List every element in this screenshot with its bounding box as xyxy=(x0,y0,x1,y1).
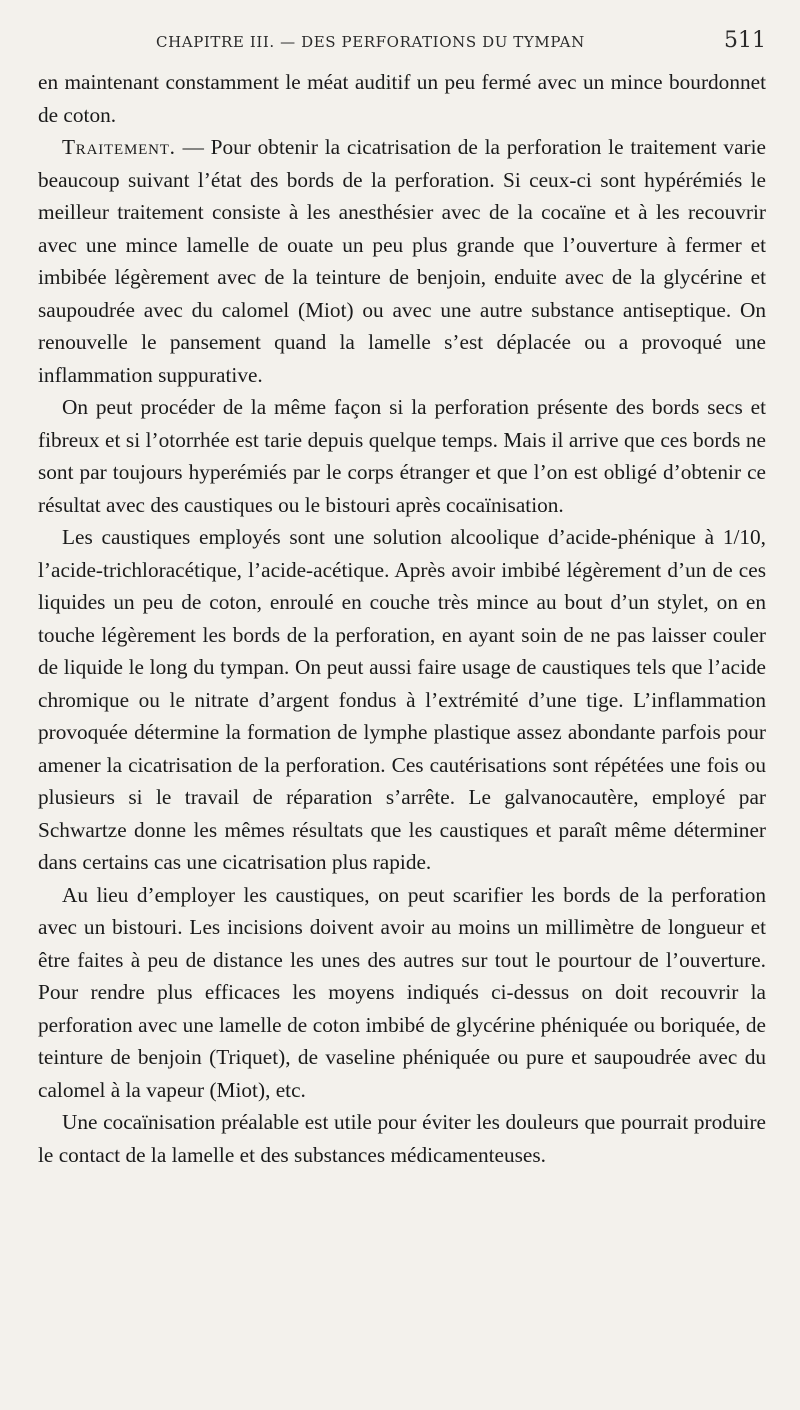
paragraph-scarifier xyxy=(38,879,766,1107)
paragraph-traitement xyxy=(38,131,766,391)
page-body xyxy=(38,66,766,1171)
paragraph-bords-secs xyxy=(38,391,766,521)
paragraph-continuation xyxy=(38,66,766,131)
paragraph-text: On peut procéder de la même façon si la perforation présente des bords secs et fibreux et si l’otorrhée est tarie depuis quelque temps. Mais il arrive que ces bords ne sont par toujours hyperémiés par le corps étranger et que l’on est obligé d’obtenir ce résultat avec des caustiques ou le bistouri après cocaïnisation. xyxy=(38,395,766,517)
paragraph-text: Au lieu d’employer les caustiques, on peut scarifier les bords de la perforation avec un bistouri. Les incisions doivent avoir au moins un millimètre de longueur et être faites à peu de distance les unes des autres sur tout le pourtour de l’ouverture. Pour rendre plus efficaces les moyens indiqués ci-dessus on doit recouvrir la perforation avec une lamelle de coton imbibé de glycérine phéniquée ou boriquée, de teinture de benjoin (Triquet), de vaseline phéniquée ou pure et saupoudrée avec du calomel à la vapeur (Miot), etc. xyxy=(38,882,766,1102)
paragraph-caustiques xyxy=(38,521,766,879)
page-number: 511 xyxy=(724,28,766,53)
running-head: CHAPITRE III. — DES PERFORATIONS DU TYMPAN xyxy=(156,33,585,51)
paragraph-text: Une cocaïnisation préalable est utile pour éviter les douleurs que pourrait produire le contact de la lamelle et des substances médicamenteuses. xyxy=(38,1110,766,1167)
paragraph-text: — Pour obtenir la cicatrisation de la perforation le traitement varie beaucoup suivant l’état des bords de la perforation. Si ceux-ci sont hypérémiés le meilleur traitement consiste à les anesthésier avec de la cocaïne et à les recouvrir avec une mince lamelle de ouate un peu plus grande que l’ouverture à fermer et imbibée légèrement avec de la teinture de benjoin, enduite avec de la glycérine et saupoudrée avec du calomel (Miot) ou avec une autre substance antiseptique. On renouvelle le pansement quand la lamelle s’est déplacée ou a provoqué une inflammation suppurative. xyxy=(38,135,766,387)
paragraph-text: en maintenant constamment le méat auditif un peu fermé avec un mince bourdonnet de coton. xyxy=(38,70,766,127)
page-header xyxy=(38,28,766,62)
section-lead: Traitement. xyxy=(62,135,176,159)
paragraph-text: Les caustiques employés sont une solution alcoolique d’acide-phénique à 1/10, l’acide-trichloracétique, l’acide-acétique. Après avoir imbibé légèrement d’un de ces liquides un peu de coton, enroulé en couche très mince au bout d’un stylet, on en touche légèrement les bords de la perforation, en ayant soin de ne pas laisser couler de liquide le long du tympan. On peut aussi faire usage de caustiques tels que l’acide chromique ou le nitrate d’argent fondus à l’extrémité d’une tige. L’inflammation provoquée détermine la formation de lymphe plastique assez abondante parfois pour amener la cicatrisation de la perforation. Ces cautérisations sont répétées une fois ou plusieurs si le travail de réparation s’arrête. Le galvanocautère, employé par Schwartze donne les mêmes résultats que les caustiques et paraît même déterminer dans certains cas une cicatrisation plus rapide. xyxy=(38,525,766,874)
paragraph-cocainisation xyxy=(38,1106,766,1171)
